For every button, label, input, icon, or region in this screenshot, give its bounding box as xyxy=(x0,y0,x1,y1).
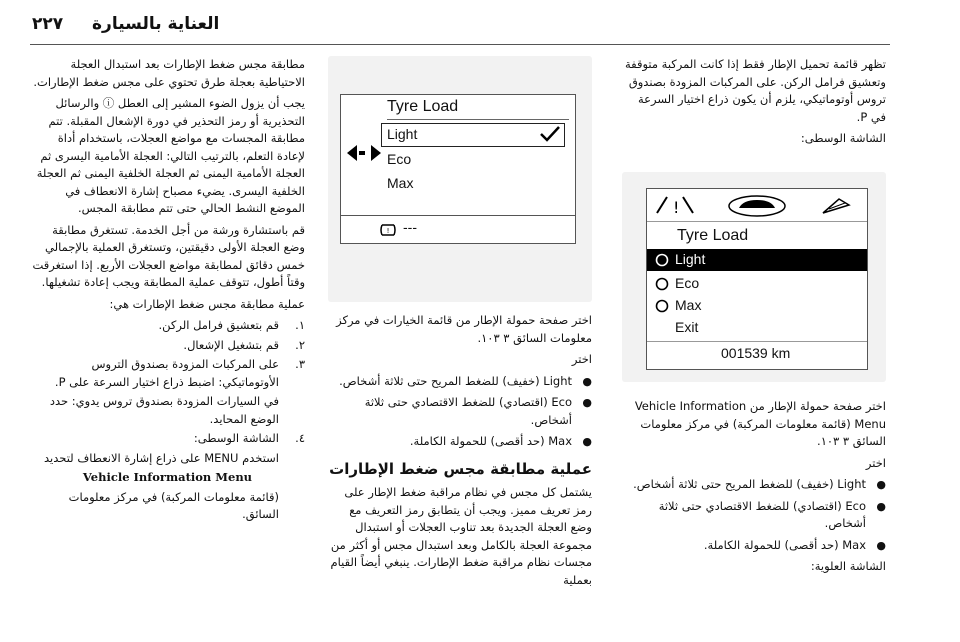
car-icon xyxy=(729,196,785,216)
radio-icon xyxy=(655,277,669,291)
step-4-detail-end: (قائمة معلومات المركبة) في مركز معلومات السائق. xyxy=(68,489,279,521)
paragraph: الشاشة العلوية: xyxy=(810,559,886,573)
paragraph: عملية مطابقة مجس ضغط الإطارات هي: xyxy=(109,296,305,311)
list-item: ● Max (حد أقصى) للحمولة الكاملة. xyxy=(328,433,592,451)
display-item-light: Light xyxy=(675,251,706,267)
display-item-light: Light xyxy=(387,126,418,142)
page-title: العناية بالسيارة xyxy=(92,14,220,34)
page-number: ٢٢٧ xyxy=(32,14,64,34)
step-1: ١. قم بتعشيق فرامل الركن. xyxy=(158,318,305,332)
list-item: ● Light (خفيف) للضغط المريح حتى ثلاثة أشخاص. xyxy=(328,373,592,391)
paragraph: يشتمل كل مجس في نظام مراقبة ضغط الإطار على رمز تعريف مميز. ويجب أن يتطابق رمز التعريف مع وضع العجلة الجديدة بعد تناوب العجلات أو استبدال مجموعة العجلة بالكامل وبعد استبدال مجس أو أكثر من مجسات نظام مراقبة ضغط الإطارات. ينبغي أيضاً القيام بعملية xyxy=(330,485,592,587)
list-item: ● Light (خفيف) للضغط المريح حتى ثلاثة أشخاص. xyxy=(622,476,886,494)
radio-icon xyxy=(655,253,669,267)
warning-icon xyxy=(657,197,693,217)
step-2: ٢. قم بتشغيل الإشعال. xyxy=(183,337,305,352)
display-item-eco: Eco xyxy=(675,275,700,291)
tyre-pressure-icon xyxy=(379,221,397,239)
display-title: Tyre Load xyxy=(677,227,749,244)
odometer-readout: 001539 km xyxy=(721,345,791,361)
display-screen xyxy=(646,188,868,370)
divider xyxy=(387,119,569,120)
svg-text:!: ! xyxy=(386,227,390,235)
display-item-eco: Eco xyxy=(387,151,412,167)
paragraph: مطابقة مجس ضغط الإطارات بعد استبدال العجلة الاحتياطية بعجلة طرق تحتوي على مجس ضغط الإطارات. xyxy=(33,57,305,89)
paragraph: اختر صفحة حمولة الإطار من قائمة الخيارات في مركز معلومات السائق ٣ ١٠٣. xyxy=(336,313,592,345)
tyre-load-display-small xyxy=(328,56,592,302)
paragraph: اختر صفحة حمولة الإطار من Vehicle Information Menu (قائمة معلومات المركبة) في مركز معلومات السائق ٣ ١٠٣. xyxy=(634,399,886,448)
paragraph: اختر xyxy=(571,352,592,366)
svg-text:!: ! xyxy=(673,198,680,217)
display-item-max: Max xyxy=(387,175,414,191)
radio-icon xyxy=(655,299,669,313)
display-item-exit: Exit xyxy=(675,319,699,335)
display-top-icons xyxy=(653,193,861,219)
step-4-detail: استخدم MENU على ذراع إشارة الانعطاف لتحديد xyxy=(44,450,279,465)
arrow-left-right-icon xyxy=(347,145,381,161)
list-item: ● Eco (اقتصادي) للضغط الاقتصادي حتى ثلاثة أشخاص. xyxy=(622,498,886,533)
paragraph: اختر xyxy=(865,455,886,470)
paragraph: يجب أن يزول الضوء المشير إلى العطل ⓘ والرسائل التحذيرية أو رمز التحذير في دورة الإشعال المقبلة. تتم مطابقة المجسات مع مواضع العجلات، باستخدام أداة لإعادة التعلم، بالترتيب التالي: العجلة الأمامية اليسرى ثم العجلة الأمامية اليمنى ثم العجلة الخلفية اليمنى ثم العجلة الخلفية اليسرى. يضيء مصباح إشارة الانعطاف في الموضع النشط الحالي حتى تتم مطابقة المجس. xyxy=(36,96,305,215)
paragraph: قم باستشارة ورشة من أجل الخدمة. تستغرق مطابقة وضع العجلة الأولى دقيقتين، وتستغرق العملية بالإجمالي خمس دقائق لمطابقة مواضع العجلات الأربع. إذا استغرقت وقتاً أطول، تتوقف عملية المطابقة ويجب إعادة تشغيلها. xyxy=(32,222,305,289)
checkmark-icon xyxy=(539,125,561,143)
column-right xyxy=(622,56,886,152)
column-middle xyxy=(328,312,592,593)
display-title: Tyre Load xyxy=(387,98,459,115)
section-heading: عملية مطابقة مجس ضغط الإطارات xyxy=(329,459,592,478)
divider xyxy=(647,221,867,222)
display-screen xyxy=(340,94,576,244)
step-4: ٤. الشاشة الوسطى: xyxy=(193,431,305,445)
gauge-icon xyxy=(823,199,849,213)
display-item-max: Max xyxy=(675,297,702,313)
tyre-load-display-large xyxy=(622,172,886,382)
divider xyxy=(341,215,575,216)
paragraph: الشاشة الوسطى: xyxy=(800,131,886,145)
display-footer: --- xyxy=(403,219,417,235)
step-3: ٣. على المركبات المزودة بصندوق التروس الأوتوماتيكي: اضبط ذراع اختيار السرعة على P. xyxy=(54,357,305,389)
step-3-note: في السيارات المزودة بصندوق تروس يدوي: حدد الوضع المحايد. xyxy=(49,394,279,426)
column-right-lower xyxy=(622,398,886,580)
vehicle-information-menu-label: Vehicle Information Menu xyxy=(82,470,253,484)
header-rule xyxy=(30,44,890,45)
column-left xyxy=(30,56,305,526)
list-item: ● Eco (اقتصادي) للضغط الاقتصادي حتى ثلاثة أشخاص. xyxy=(328,394,592,429)
page-header xyxy=(0,0,960,48)
divider xyxy=(647,341,867,342)
list-item: ● Max (حد أقصى) للحمولة الكاملة. xyxy=(622,537,886,555)
paragraph: تظهر قائمة تحميل الإطار فقط إذا كانت المركبة متوقفة وتعشيق فرامل الركن. على المركبات المزودة بصندوق تروس أوتوماتيكي، يلزم أن يكون ذراع اختيار السرعة في P. xyxy=(624,57,886,124)
